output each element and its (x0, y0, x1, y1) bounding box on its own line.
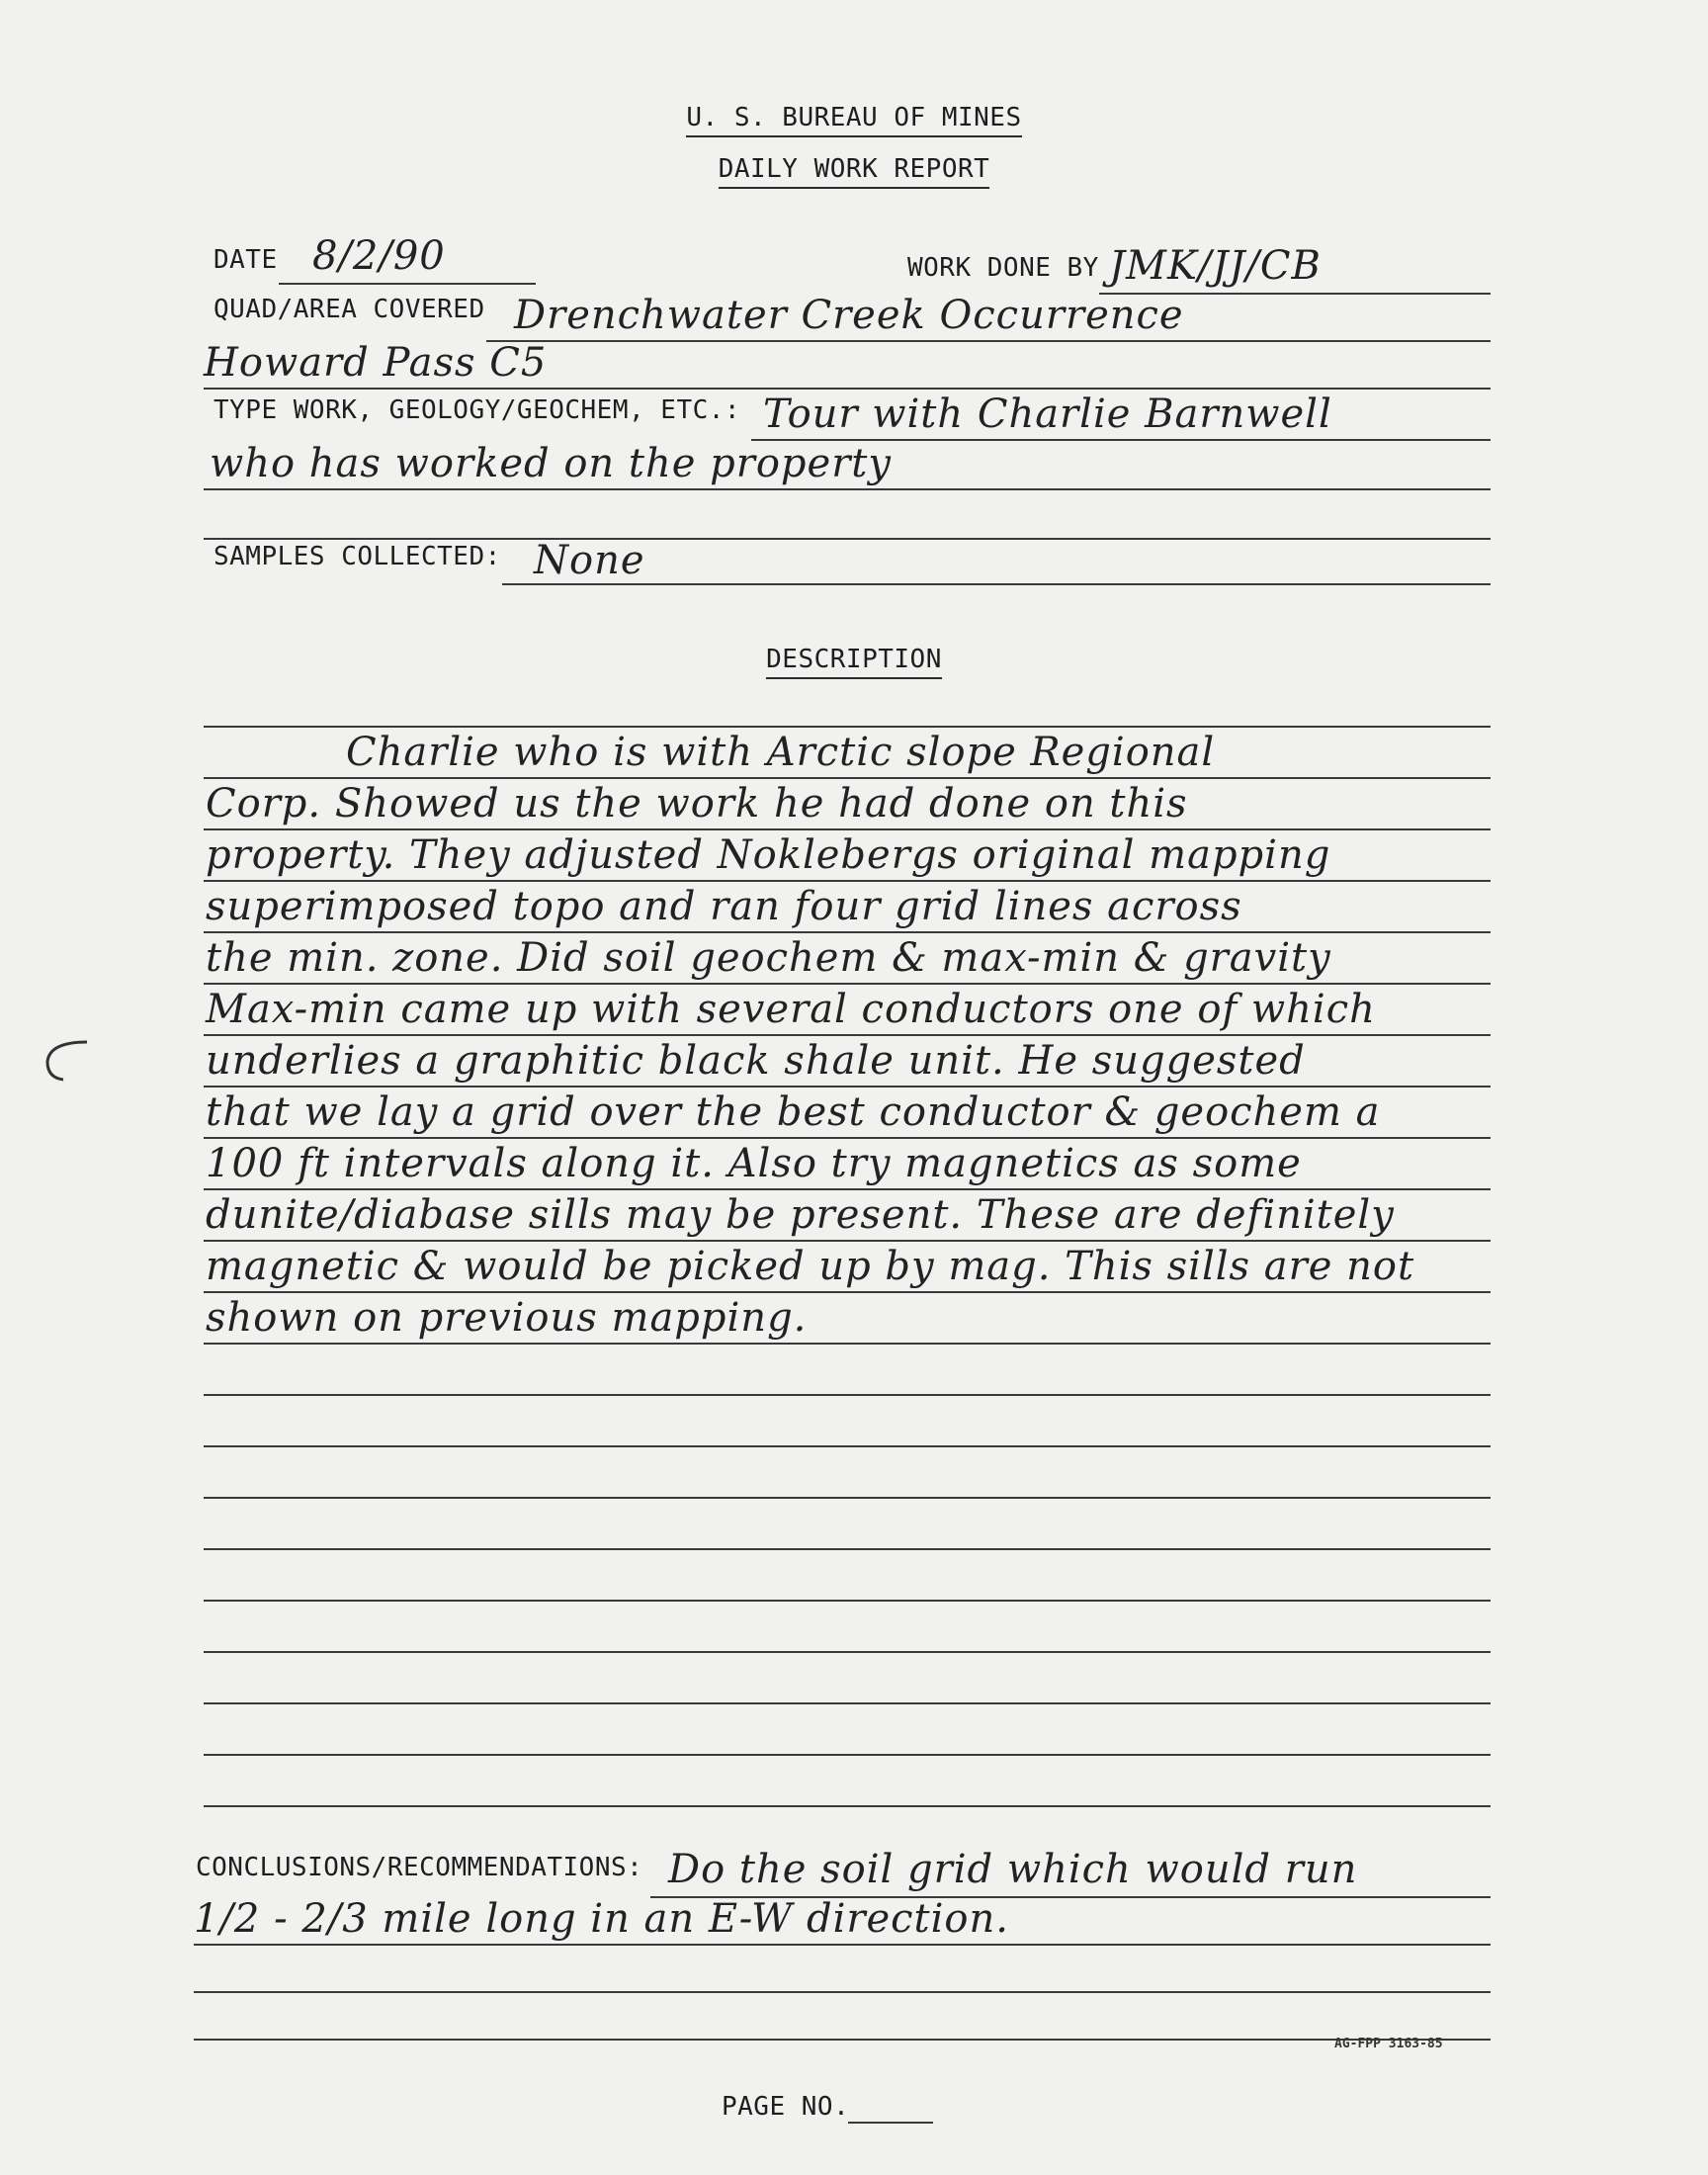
type-work-line2: who has worked on the property (210, 441, 892, 486)
conclusions-label: CONCLUSIONS/RECOMMENDATIONS: (196, 1853, 643, 1882)
quad-label: QUAD/AREA COVERED (214, 295, 485, 324)
type-work-label: TYPE WORK, GEOLOGY/GEOCHEM, ETC.: (214, 395, 741, 425)
description-line: property. They adjusted Noklebergs original mapping (206, 832, 1331, 878)
samples-value: None (534, 538, 645, 583)
agency-title (0, 103, 1708, 132)
description-line: Max-min came up with several conductors one of which (206, 987, 1376, 1032)
type-work-line-3 (204, 538, 1491, 540)
desc-rule-1 (204, 777, 1491, 779)
desc-rule-9 (204, 1188, 1491, 1190)
desc-rule-21 (204, 1805, 1491, 1807)
desc-rule-19 (204, 1702, 1491, 1704)
type-work-line1: Tour with Charlie Barnwell (763, 392, 1332, 437)
description-line: the min. zone. Did soil geochem & max-min & gravity (206, 935, 1331, 981)
desc-rule-0 (204, 726, 1491, 728)
page-no-line (848, 2122, 933, 2124)
report-title-text: DAILY WORK REPORT (719, 154, 990, 189)
conclusions-line-3 (194, 1991, 1491, 1993)
desc-rule-10 (204, 1240, 1491, 1242)
quad-line-1 (486, 340, 1491, 342)
samples-label: SAMPLES COLLECTED: (214, 542, 501, 571)
description-heading-text: DESCRIPTION (766, 645, 942, 679)
desc-rule-20 (204, 1754, 1491, 1756)
form-code: AG-FPP 3163-85 (1334, 2037, 1443, 2051)
desc-rule-16 (204, 1548, 1491, 1550)
type-work-line-2 (204, 488, 1491, 490)
desc-rule-5 (204, 983, 1491, 985)
date-label: DATE (214, 245, 278, 275)
description-line: 100 ft intervals along it. Also try magnetics as some (206, 1141, 1302, 1186)
date-value: 8/2/90 (312, 233, 446, 279)
desc-rule-2 (204, 828, 1491, 830)
samples-line (502, 583, 1491, 585)
description-line: superimposed topo and ran four grid lines across (206, 884, 1242, 929)
quad-line-2 (204, 388, 1491, 390)
quad-value-line2: Howard Pass C5 (204, 340, 548, 386)
conclusions-line-2 (194, 1944, 1491, 1946)
desc-rule-15 (204, 1497, 1491, 1499)
desc-rule-17 (204, 1600, 1491, 1602)
agency-title-text: U. S. BUREAU OF MINES (686, 103, 1021, 137)
scan-mark-icon (36, 1036, 95, 1086)
desc-rule-13 (204, 1394, 1491, 1396)
quad-value-line1: Drenchwater Creek Occurrence (514, 293, 1184, 338)
desc-rule-7 (204, 1086, 1491, 1088)
description-line: that we lay a grid over the best conductor & geochem a (206, 1089, 1381, 1135)
date-line (279, 283, 536, 285)
description-line: Charlie who is with Arctic slope Regional (346, 730, 1216, 775)
description-heading (0, 645, 1708, 674)
desc-rule-4 (204, 931, 1491, 933)
desc-rule-6 (204, 1034, 1491, 1036)
description-line: shown on previous mapping. (206, 1295, 808, 1341)
desc-rule-18 (204, 1651, 1491, 1653)
work-done-by-label: WORK DONE BY (907, 253, 1099, 283)
desc-rule-14 (204, 1445, 1491, 1447)
description-line: magnetic & would be picked up by mag. This sills are not (206, 1244, 1415, 1289)
conclusions-line1: Do the soil grid which would run (668, 1847, 1358, 1892)
desc-rule-8 (204, 1137, 1491, 1139)
conclusions-line-4 (194, 2039, 1491, 2041)
page-no-label: PAGE NO. (722, 2092, 850, 2122)
conclusions-line2: 1/2 - 2/3 mile long in an E-W direction. (194, 1896, 1009, 1942)
desc-rule-3 (204, 880, 1491, 882)
description-line: dunite/diabase sills may be present. These are definitely (206, 1192, 1395, 1238)
desc-rule-12 (204, 1343, 1491, 1345)
work-done-by-value: JMK/JJ/CB (1109, 243, 1322, 289)
desc-rule-11 (204, 1291, 1491, 1293)
description-line: underlies a graphitic black shale unit. He suggested (206, 1038, 1306, 1084)
description-line: Corp. Showed us the work he had done on this (206, 781, 1188, 826)
report-title (0, 154, 1708, 184)
